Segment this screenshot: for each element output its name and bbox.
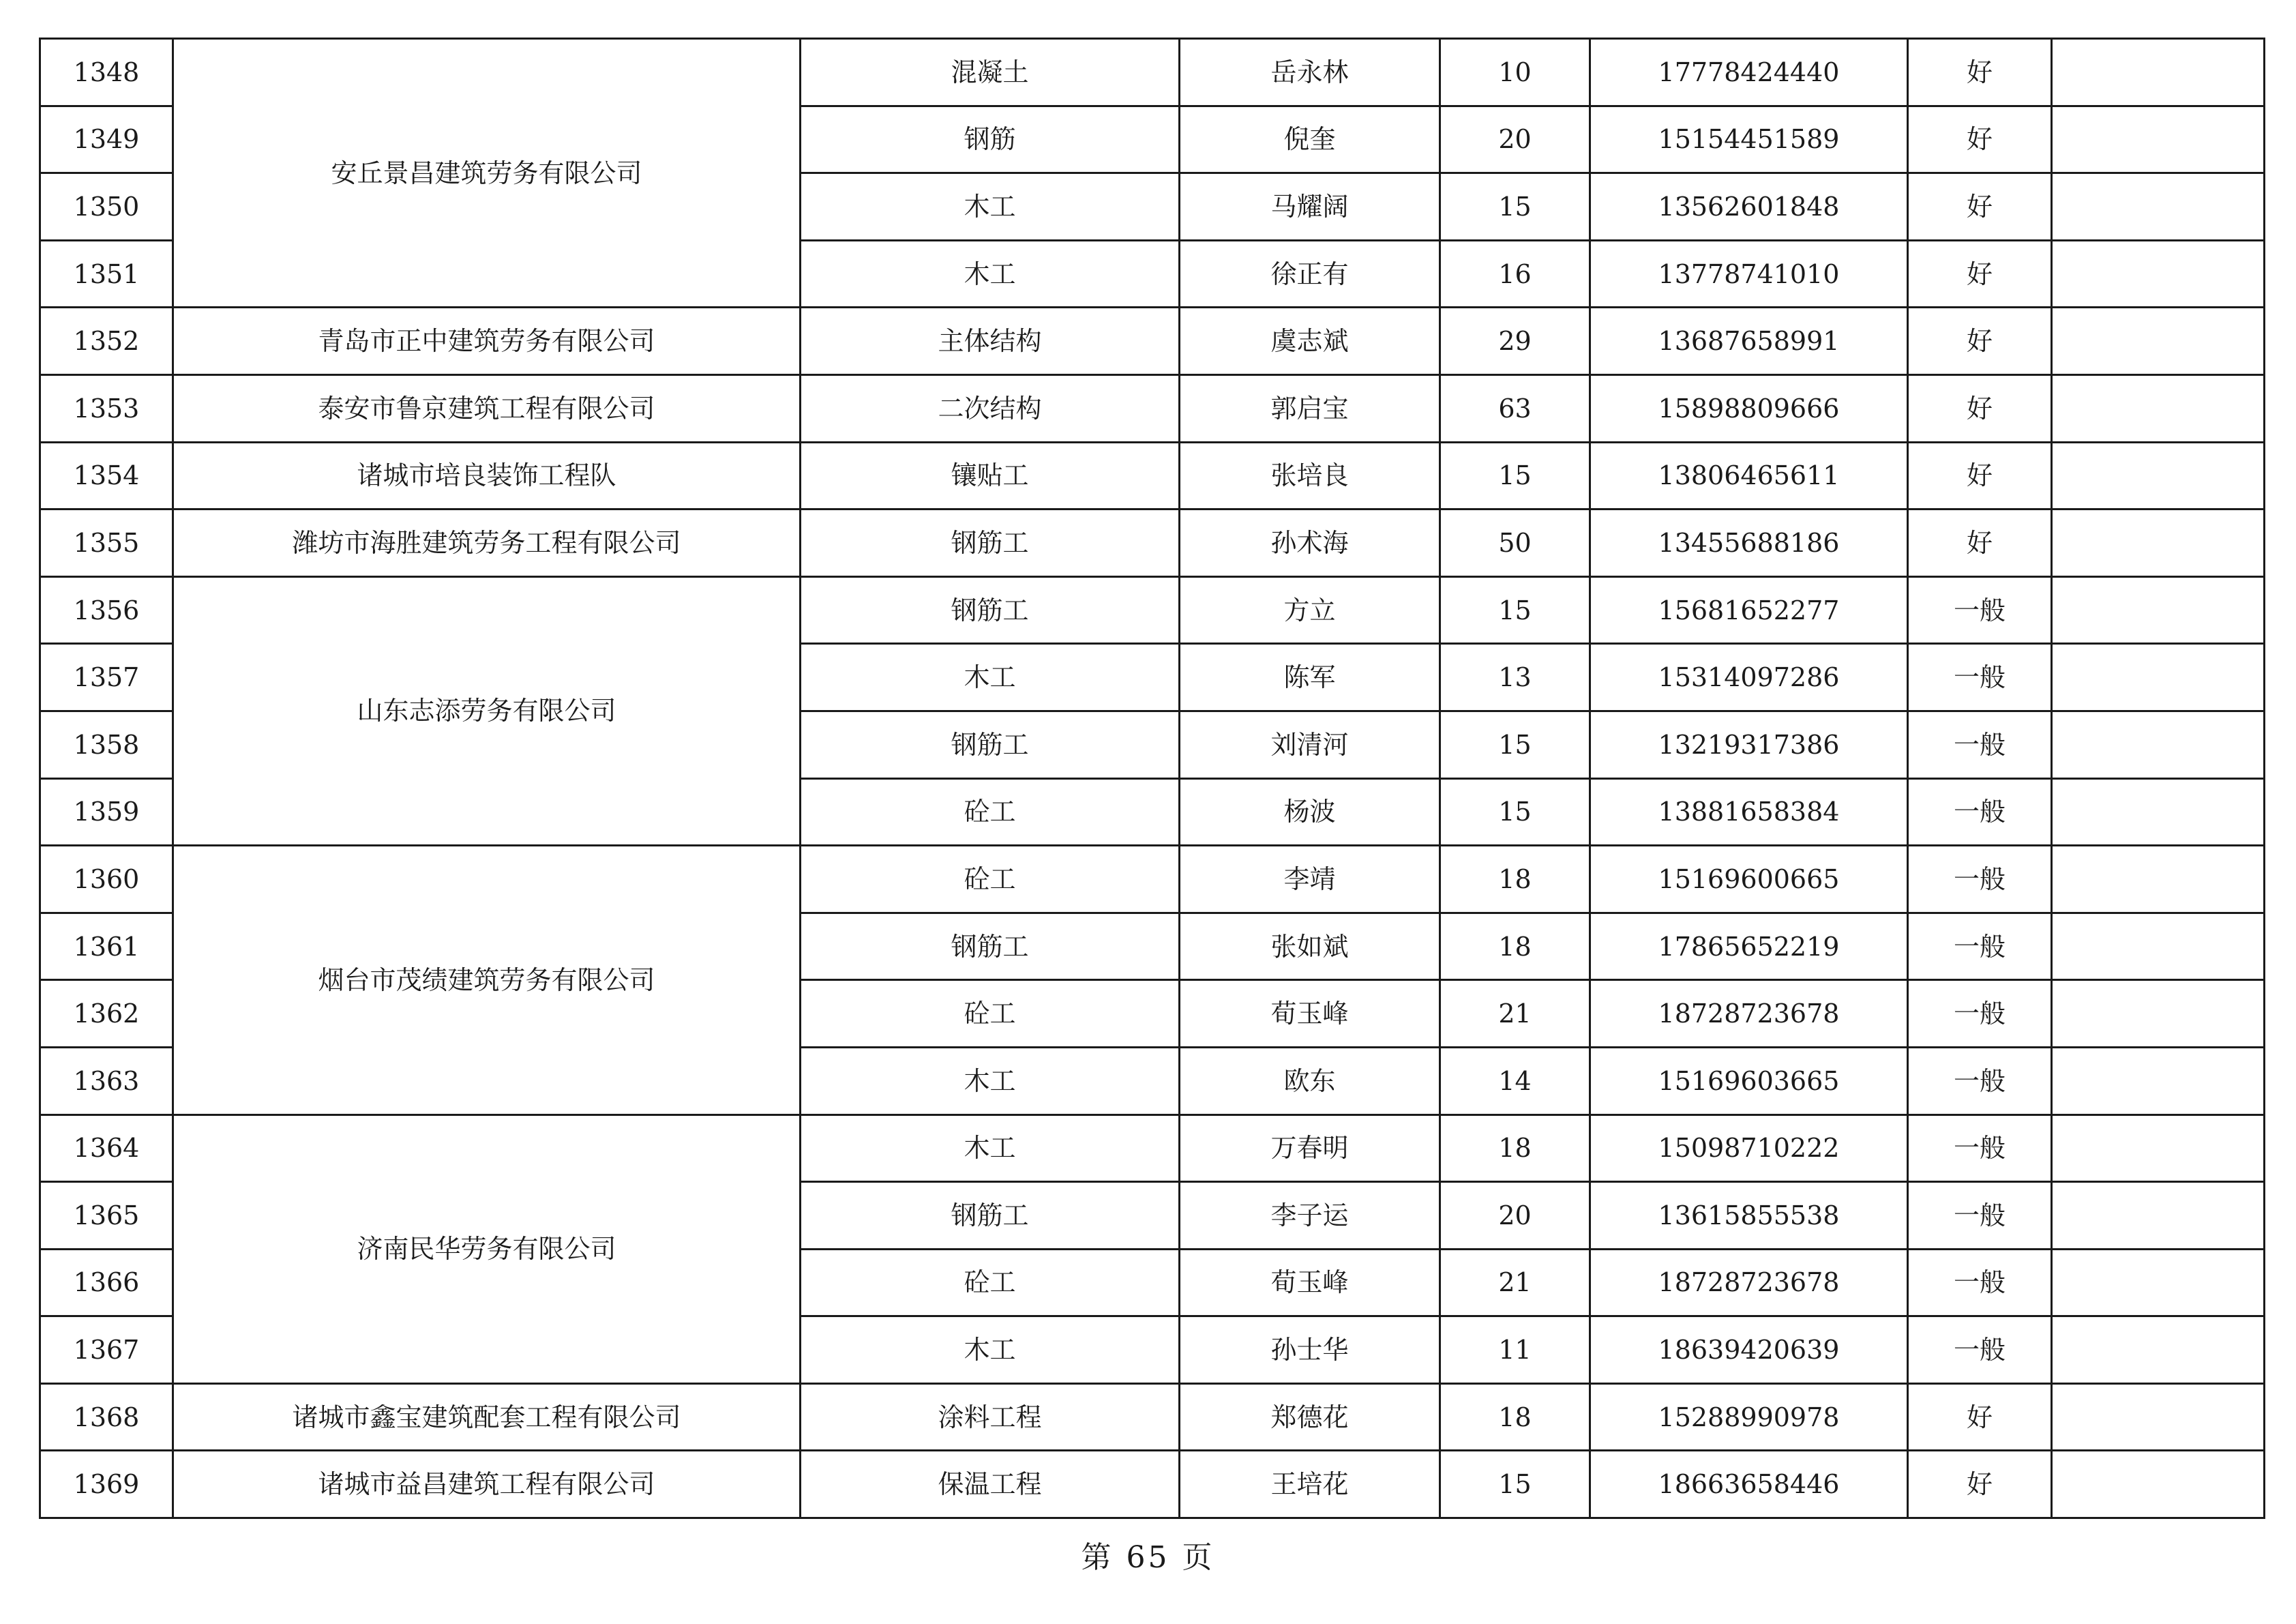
trade-type-cell: 钢筋工 (801, 1182, 1180, 1250)
trade-type-cell: 木工 (801, 1114, 1180, 1182)
remark-cell (2052, 846, 2265, 913)
table-row (40, 510, 2265, 577)
table-row (40, 1383, 2265, 1451)
team-leader-cell: 郭启宝 (1180, 374, 1440, 442)
evaluation-cell: 一般 (1908, 846, 2052, 913)
team-leader-cell: 虞志斌 (1180, 308, 1440, 375)
remark-cell (2052, 1249, 2265, 1316)
worker-count-cell: 15 (1440, 576, 1590, 644)
team-leader-cell: 张培良 (1180, 442, 1440, 510)
row-number-cell: 1369 (40, 1451, 173, 1518)
evaluation-cell: 好 (1908, 374, 2052, 442)
phone-number-cell: 17865652219 (1590, 913, 1908, 980)
row-number-cell: 1362 (40, 980, 173, 1048)
remark-cell (2052, 510, 2265, 577)
worker-count-cell: 15 (1440, 442, 1590, 510)
worker-count-cell: 15 (1440, 1451, 1590, 1518)
team-leader-cell: 徐正有 (1180, 240, 1440, 308)
table-row (40, 442, 2265, 510)
team-leader-cell: 张如斌 (1180, 913, 1440, 980)
worker-count-cell: 63 (1440, 374, 1590, 442)
phone-number-cell: 15098710222 (1590, 1114, 1908, 1182)
remark-cell (2052, 1047, 2265, 1114)
row-number-cell: 1368 (40, 1383, 173, 1451)
company-name-cell: 烟台市茂绩建筑劳务有限公司 (173, 846, 801, 1114)
phone-number-cell: 13562601848 (1590, 173, 1908, 241)
phone-number-cell: 15314097286 (1590, 644, 1908, 711)
phone-number-cell: 15169603665 (1590, 1047, 1908, 1114)
row-number-cell: 1366 (40, 1249, 173, 1316)
team-leader-cell: 方立 (1180, 576, 1440, 644)
remark-cell (2052, 576, 2265, 644)
trade-type-cell: 钢筋工 (801, 711, 1180, 778)
evaluation-cell: 好 (1908, 510, 2052, 577)
row-number-cell: 1351 (40, 240, 173, 308)
company-name-cell: 安丘景昌建筑劳务有限公司 (173, 39, 801, 308)
company-name-cell: 青岛市正中建筑劳务有限公司 (173, 308, 801, 375)
remark-cell (2052, 913, 2265, 980)
phone-number-cell: 17778424440 (1590, 39, 1908, 106)
table-row (40, 576, 2265, 644)
team-leader-cell: 欧东 (1180, 1047, 1440, 1114)
worker-count-cell: 13 (1440, 644, 1590, 711)
trade-type-cell: 砼工 (801, 846, 1180, 913)
team-leader-cell: 孙术海 (1180, 510, 1440, 577)
worker-count-cell: 18 (1440, 1383, 1590, 1451)
company-name-cell: 潍坊市海胜建筑劳务工程有限公司 (173, 510, 801, 577)
phone-number-cell: 18728723678 (1590, 1249, 1908, 1316)
remark-cell (2052, 1182, 2265, 1250)
worker-count-cell: 16 (1440, 240, 1590, 308)
table-row (40, 1451, 2265, 1518)
trade-type-cell: 混凝土 (801, 39, 1180, 106)
trade-type-cell: 砼工 (801, 1249, 1180, 1316)
remark-cell (2052, 1451, 2265, 1518)
trade-type-cell: 主体结构 (801, 308, 1180, 375)
row-number-cell: 1348 (40, 39, 173, 106)
trade-type-cell: 木工 (801, 644, 1180, 711)
evaluation-cell: 好 (1908, 1383, 2052, 1451)
row-number-cell: 1365 (40, 1182, 173, 1250)
evaluation-cell: 一般 (1908, 980, 2052, 1048)
phone-number-cell: 13219317386 (1590, 711, 1908, 778)
phone-number-cell: 13806465611 (1590, 442, 1908, 510)
contractor-table (39, 38, 2265, 1519)
row-number-cell: 1355 (40, 510, 173, 577)
remark-cell (2052, 442, 2265, 510)
team-leader-cell: 王培花 (1180, 1451, 1440, 1518)
evaluation-cell: 好 (1908, 173, 2052, 241)
team-leader-cell: 刘清河 (1180, 711, 1440, 778)
team-leader-cell: 李靖 (1180, 846, 1440, 913)
evaluation-cell: 好 (1908, 106, 2052, 173)
remark-cell (2052, 644, 2265, 711)
phone-number-cell: 13455688186 (1590, 510, 1908, 577)
trade-type-cell: 镶贴工 (801, 442, 1180, 510)
team-leader-cell: 荀玉峰 (1180, 1249, 1440, 1316)
remark-cell (2052, 980, 2265, 1048)
row-number-cell: 1361 (40, 913, 173, 980)
phone-number-cell: 15169600665 (1590, 846, 1908, 913)
phone-number-cell: 18639420639 (1590, 1316, 1908, 1384)
team-leader-cell: 倪奎 (1180, 106, 1440, 173)
phone-number-cell: 13687658991 (1590, 308, 1908, 375)
trade-type-cell: 砼工 (801, 778, 1180, 846)
remark-cell (2052, 374, 2265, 442)
worker-count-cell: 15 (1440, 711, 1590, 778)
table-row (40, 846, 2265, 913)
evaluation-cell: 一般 (1908, 1316, 2052, 1384)
evaluation-cell: 好 (1908, 1451, 2052, 1518)
trade-type-cell: 木工 (801, 240, 1180, 308)
remark-cell (2052, 240, 2265, 308)
phone-number-cell: 15898809666 (1590, 374, 1908, 442)
phone-number-cell: 18728723678 (1590, 980, 1908, 1048)
remark-cell (2052, 39, 2265, 106)
worker-count-cell: 50 (1440, 510, 1590, 577)
evaluation-cell: 一般 (1908, 644, 2052, 711)
row-number-cell: 1354 (40, 442, 173, 510)
company-name-cell: 泰安市鲁京建筑工程有限公司 (173, 374, 801, 442)
evaluation-cell: 一般 (1908, 1114, 2052, 1182)
row-number-cell: 1356 (40, 576, 173, 644)
company-name-cell: 诸城市培良装饰工程队 (173, 442, 801, 510)
table-body (40, 39, 2265, 1518)
team-leader-cell: 万春明 (1180, 1114, 1440, 1182)
evaluation-cell: 一般 (1908, 1182, 2052, 1250)
worker-count-cell: 11 (1440, 1316, 1590, 1384)
remark-cell (2052, 308, 2265, 375)
team-leader-cell: 郑德花 (1180, 1383, 1440, 1451)
trade-type-cell: 二次结构 (801, 374, 1180, 442)
remark-cell (2052, 1383, 2265, 1451)
company-name-cell: 山东志添劳务有限公司 (173, 576, 801, 845)
team-leader-cell: 李子运 (1180, 1182, 1440, 1250)
worker-count-cell: 18 (1440, 846, 1590, 913)
trade-type-cell: 钢筋工 (801, 576, 1180, 644)
worker-count-cell: 20 (1440, 1182, 1590, 1250)
team-leader-cell: 孙士华 (1180, 1316, 1440, 1384)
worker-count-cell: 15 (1440, 778, 1590, 846)
row-number-cell: 1363 (40, 1047, 173, 1114)
trade-type-cell: 涂料工程 (801, 1383, 1180, 1451)
row-number-cell: 1360 (40, 846, 173, 913)
remark-cell (2052, 1114, 2265, 1182)
remark-cell (2052, 711, 2265, 778)
trade-type-cell: 钢筋 (801, 106, 1180, 173)
row-number-cell: 1349 (40, 106, 173, 173)
trade-type-cell: 木工 (801, 173, 1180, 241)
phone-number-cell: 15154451589 (1590, 106, 1908, 173)
evaluation-cell: 一般 (1908, 1047, 2052, 1114)
team-leader-cell: 陈军 (1180, 644, 1440, 711)
company-name-cell: 诸城市鑫宝建筑配套工程有限公司 (173, 1383, 801, 1451)
evaluation-cell: 一般 (1908, 576, 2052, 644)
remark-cell (2052, 1316, 2265, 1384)
worker-count-cell: 18 (1440, 913, 1590, 980)
worker-count-cell: 14 (1440, 1047, 1590, 1114)
trade-type-cell: 钢筋工 (801, 913, 1180, 980)
worker-count-cell: 10 (1440, 39, 1590, 106)
row-number-cell: 1350 (40, 173, 173, 241)
row-number-cell: 1357 (40, 644, 173, 711)
trade-type-cell: 砼工 (801, 980, 1180, 1048)
worker-count-cell: 29 (1440, 308, 1590, 375)
phone-number-cell: 15288990978 (1590, 1383, 1908, 1451)
table-row (40, 374, 2265, 442)
evaluation-cell: 一般 (1908, 1249, 2052, 1316)
evaluation-cell: 好 (1908, 39, 2052, 106)
remark-cell (2052, 106, 2265, 173)
evaluation-cell: 一般 (1908, 711, 2052, 778)
page-number: 第 65 页 (1081, 1540, 1215, 1575)
row-number-cell: 1358 (40, 711, 173, 778)
table-row (40, 308, 2265, 375)
worker-count-cell: 15 (1440, 173, 1590, 241)
worker-count-cell: 18 (1440, 1114, 1590, 1182)
phone-number-cell: 18663658446 (1590, 1451, 1908, 1518)
company-name-cell: 诸城市益昌建筑工程有限公司 (173, 1451, 801, 1518)
remark-cell (2052, 173, 2265, 241)
phone-number-cell: 13881658384 (1590, 778, 1908, 846)
phone-number-cell: 15681652277 (1590, 576, 1908, 644)
evaluation-cell: 好 (1908, 240, 2052, 308)
evaluation-cell: 好 (1908, 308, 2052, 375)
phone-number-cell: 13778741010 (1590, 240, 1908, 308)
trade-type-cell: 木工 (801, 1047, 1180, 1114)
trade-type-cell: 木工 (801, 1316, 1180, 1384)
remark-cell (2052, 778, 2265, 846)
row-number-cell: 1352 (40, 308, 173, 375)
team-leader-cell: 荀玉峰 (1180, 980, 1440, 1048)
row-number-cell: 1367 (40, 1316, 173, 1384)
phone-number-cell: 13615855538 (1590, 1182, 1908, 1250)
team-leader-cell: 马耀阔 (1180, 173, 1440, 241)
worker-count-cell: 21 (1440, 1249, 1590, 1316)
worker-count-cell: 21 (1440, 980, 1590, 1048)
row-number-cell: 1359 (40, 778, 173, 846)
table-row (40, 1114, 2265, 1182)
evaluation-cell: 好 (1908, 442, 2052, 510)
team-leader-cell: 岳永林 (1180, 39, 1440, 106)
evaluation-cell: 一般 (1908, 778, 2052, 846)
worker-count-cell: 20 (1440, 106, 1590, 173)
row-number-cell: 1364 (40, 1114, 173, 1182)
company-name-cell: 济南民华劳务有限公司 (173, 1114, 801, 1383)
table-row (40, 39, 2265, 106)
row-number-cell: 1353 (40, 374, 173, 442)
trade-type-cell: 保温工程 (801, 1451, 1180, 1518)
team-leader-cell: 杨波 (1180, 778, 1440, 846)
evaluation-cell: 一般 (1908, 913, 2052, 980)
trade-type-cell: 钢筋工 (801, 510, 1180, 577)
